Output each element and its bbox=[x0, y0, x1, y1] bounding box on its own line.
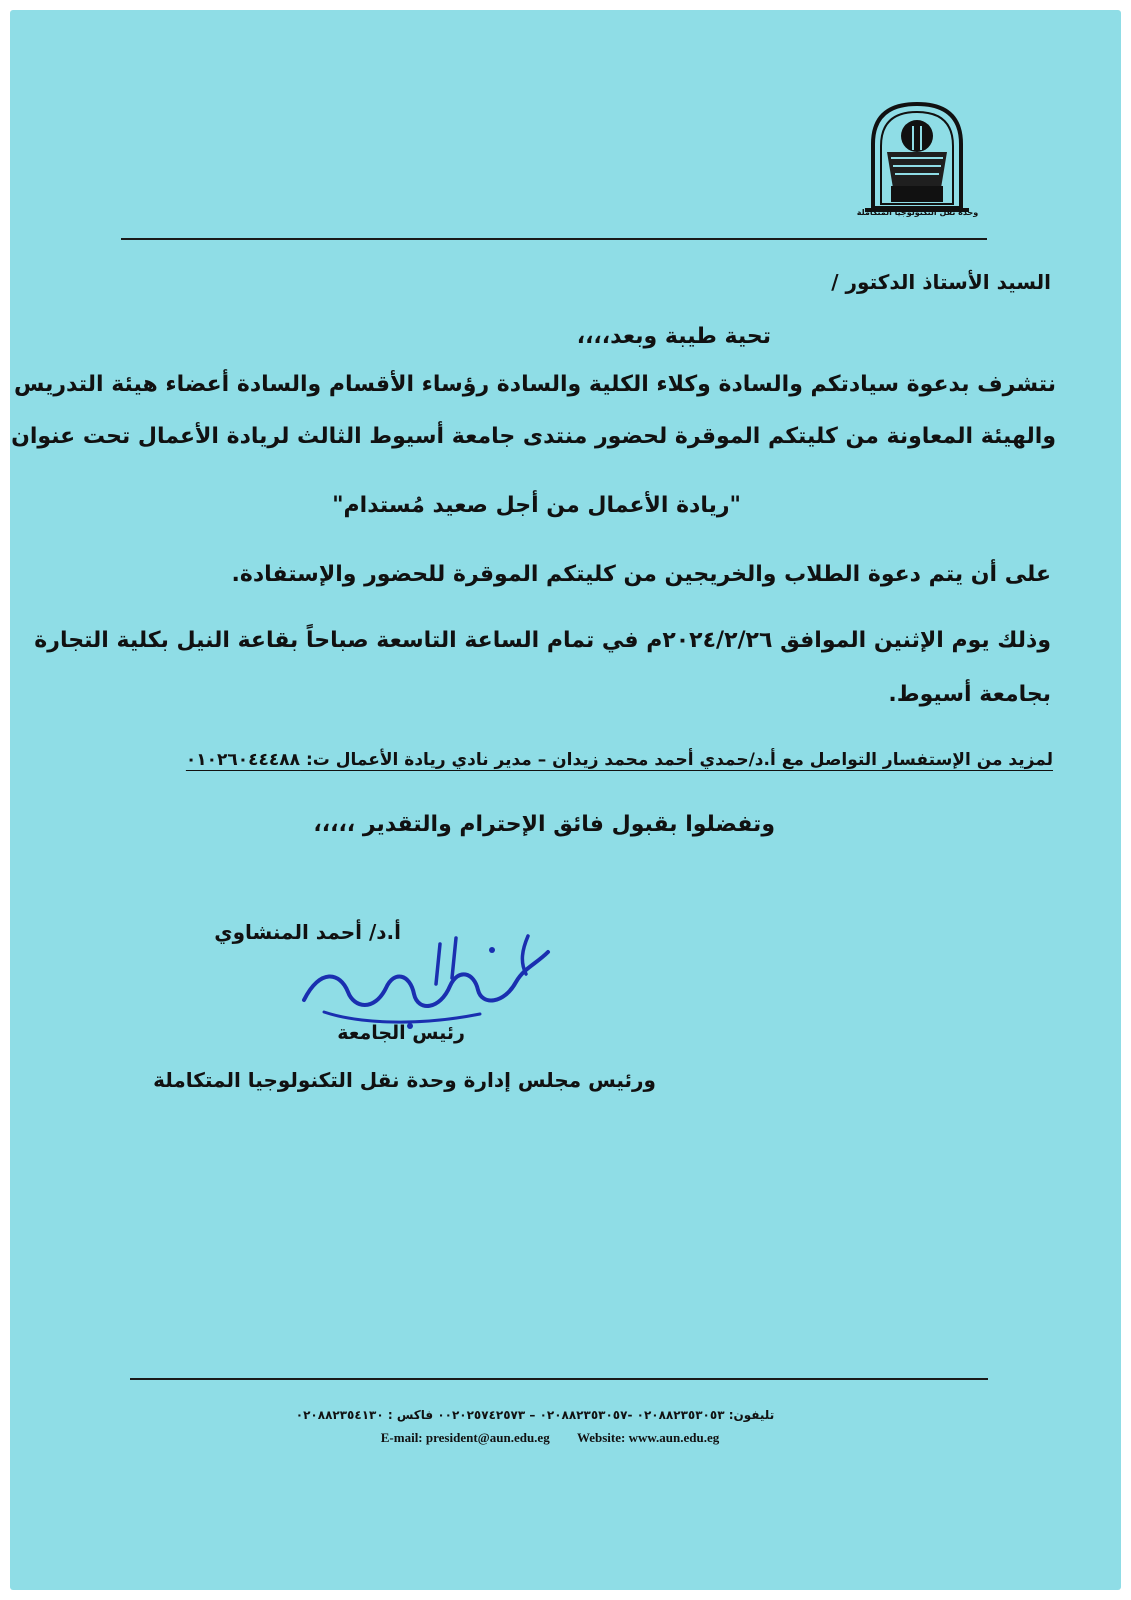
greeting: تحية طيبة وبعد،،،، bbox=[576, 324, 771, 349]
body-paragraph-4: وذلك يوم الإثنين الموافق ٢٠٢٤/٢/٢٦م في تمام الساعة التاسعة صباحاً بقاعة النيل بكلية التجارة bbox=[34, 628, 1051, 653]
closing-line: وتفضلوا بقبول فائق الإحترام والتقدير ،،،،، bbox=[313, 812, 775, 837]
footer-website[interactable]: Website: www.aun.edu.eg bbox=[576, 1430, 720, 1445]
body-paragraph-3: على أن يتم دعوة الطلاب والخريجين من كليتكم الموقرة للحضور والإستفادة. bbox=[231, 562, 1051, 587]
unit-caption: وحدة نقل التكنولوجيا المتكاملة bbox=[856, 208, 979, 217]
body-paragraph-5: بجامعة أسيوط. bbox=[888, 682, 1051, 707]
footer-phone-fax: تليفون: ٠٢٠٨٨٢٣٥٣٠٥٣ -٠٢٠٨٨٢٣٥٣٠٥٧ – ٠٠٢٠٢٥٧٤٢٥٧٣ فاكس : ٠٢٠٨٨٢٣٥٤١٣٠ bbox=[295, 1408, 775, 1422]
inquiry-contact-line: لمزيد من الإستفسار التواصل مع أ.د/حمدي أحمد محمد زيدان – مدير نادي ريادة الأعمال ت: ٠١٠٢٦٠٤٤٤٨٨ bbox=[185, 750, 1053, 770]
body-paragraph-2: والهيئة المعاونة من كليتكم الموقرة لحضور منتدى جامعة أسيوط الثالث لريادة الأعمال تحت عنوان bbox=[11, 424, 1056, 449]
signatory-role: رئيس الجامعة bbox=[337, 1022, 465, 1044]
letter-paper bbox=[10, 10, 1121, 1590]
body-paragraph-1: نتشرف بدعوة سيادتكم والسادة وكلاء الكلية والسادة رؤساء الأقسام والسادة أعضاء هيئة التدريس bbox=[14, 372, 1056, 397]
header-divider bbox=[121, 238, 987, 240]
signatory-name: أ.د/ أحمد المنشاوي bbox=[214, 920, 401, 944]
salutation: السيد الأستاذ الدكتور / bbox=[831, 270, 1051, 294]
footer-email[interactable]: E-mail: president@aun.edu.eg bbox=[380, 1430, 550, 1445]
event-title: "ريادة الأعمال من أجل صعيد مُستدام" bbox=[332, 493, 741, 518]
footer-contacts bbox=[250, 1430, 850, 1446]
signatory-board-role: ورئيس مجلس إدارة وحدة نقل التكنولوجيا المتكاملة bbox=[153, 1068, 656, 1092]
footer-divider bbox=[130, 1378, 988, 1380]
